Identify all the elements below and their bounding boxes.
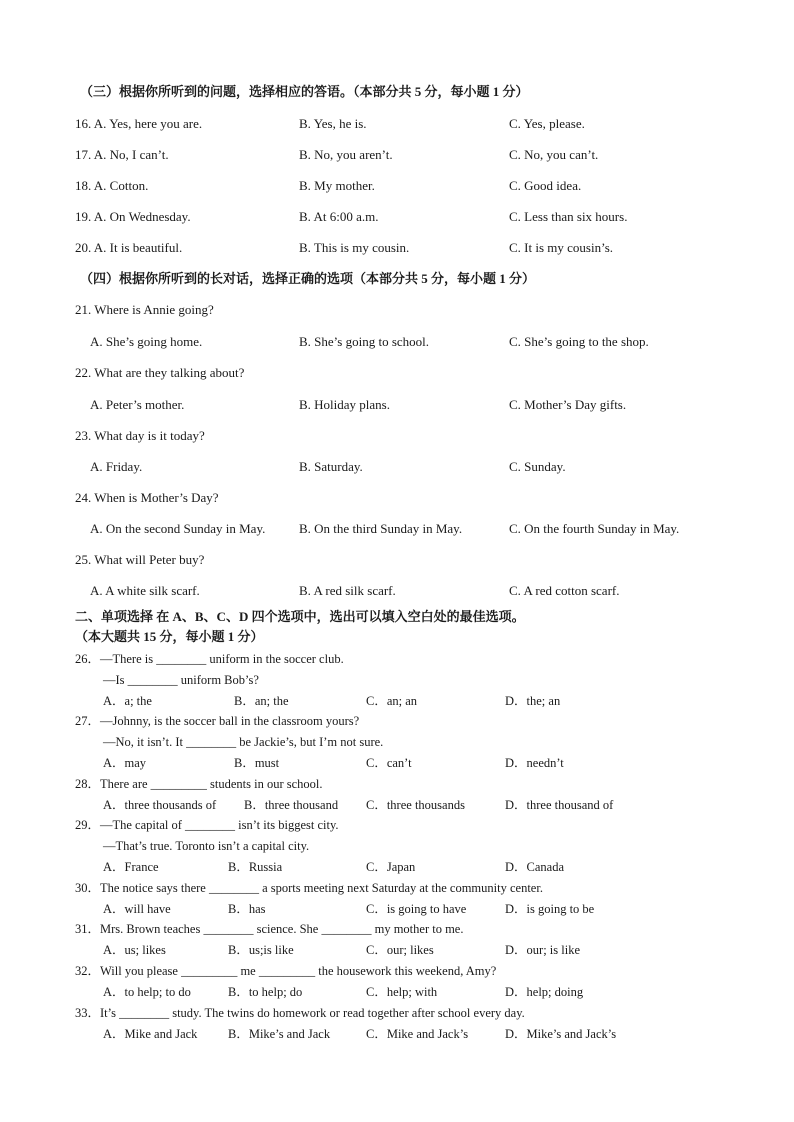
- section-4-heading: （四）根据你所听到的长对话，选择正确的选项（本部分共 5 分，每小题 1 分）: [80, 271, 536, 286]
- q20-option-b: B. This is my cousin.: [299, 240, 410, 255]
- q33-line-1: 33．It’s ________ study. The twins do homework or read together after school every day.: [75, 1006, 525, 1020]
- q18-option-c: C. Good idea.: [509, 178, 582, 193]
- q24-option-c: C. On the fourth Sunday in May.: [509, 521, 680, 536]
- q22-question: 22. What are they talking about?: [75, 365, 245, 380]
- q31-line-1: 31．Mrs. Brown teaches ________ science. She ________ my mother to me.: [75, 922, 464, 936]
- q26-option-c: C．an; an: [366, 694, 418, 708]
- q31-option-a: A．us; likes: [103, 943, 166, 957]
- q21-question: 21. Where is Annie going?: [75, 302, 214, 317]
- q25-option-a: A. A white silk scarf.: [90, 583, 200, 598]
- q16-option-c: C. Yes, please.: [509, 116, 585, 131]
- q19-option-b: B. At 6:00 a.m.: [299, 209, 379, 224]
- q18-option-b: B. My mother.: [299, 178, 375, 193]
- q25-option-c: C. A red cotton scarf.: [509, 583, 620, 598]
- q31-option-b: B．us;is like: [228, 943, 294, 957]
- q32-option-b: B．to help; do: [228, 985, 303, 999]
- q26-line-1: 26．—There is ________ uniform in the soccer club.: [75, 652, 344, 666]
- q19-option-a: 19. A. On Wednesday.: [75, 209, 191, 224]
- q30-option-c: C．is going to have: [366, 902, 467, 916]
- q31-option-c: C．our; likes: [366, 943, 434, 957]
- q29-line-1: 29．—The capital of ________ isn’t its biggest city.: [75, 818, 339, 832]
- q26-option-a: A．a; the: [103, 694, 152, 708]
- q23-option-a: A. Friday.: [90, 459, 143, 474]
- q23-option-b: B. Saturday.: [299, 459, 363, 474]
- q17-option-a: 17. A. No, I can’t.: [75, 147, 169, 162]
- q25-question: 25. What will Peter buy?: [75, 552, 205, 567]
- q29-option-b: B．Russia: [228, 860, 283, 874]
- q18-option-a: 18. A. Cotton.: [75, 178, 149, 193]
- q22-option-c: C. Mother’s Day gifts.: [509, 397, 627, 412]
- q27-line-2: —No, it isn’t. It ________ be Jackie’s, but I’m not sure.: [103, 735, 384, 749]
- q19-option-c: C. Less than six hours.: [509, 209, 628, 224]
- q16-option-b: B. Yes, he is.: [299, 116, 367, 131]
- part-2-subheading: （本大题共 15 分，每小题 1 分）: [75, 629, 264, 644]
- q24-option-b: B. On the third Sunday in May.: [299, 521, 463, 536]
- q25-option-b: B. A red silk scarf.: [299, 583, 396, 598]
- q24-question: 24. When is Mother’s Day?: [75, 490, 219, 505]
- q33-option-d: D．Mike’s and Jack’s: [505, 1027, 617, 1041]
- q29-line-2: —That’s true. Toronto isn’t a capital city.: [103, 839, 310, 853]
- q33-option-b: B．Mike’s and Jack: [228, 1027, 331, 1041]
- q29-option-a: A．France: [103, 860, 159, 874]
- q24-option-a: A. On the second Sunday in May.: [90, 521, 266, 536]
- q21-option-c: C. She’s going to the shop.: [509, 334, 649, 349]
- q29-option-c: C．Japan: [366, 860, 416, 874]
- q33-option-c: C．Mike and Jack’s: [366, 1027, 469, 1041]
- q22-option-b: B. Holiday plans.: [299, 397, 390, 412]
- q27-option-b: B．must: [234, 756, 280, 770]
- q31-option-d: D．our; is like: [505, 943, 580, 957]
- q32-option-d: D．help; doing: [505, 985, 584, 999]
- q16-option-a: 16. A. Yes, here you are.: [75, 116, 203, 131]
- q26-option-d: D．the; an: [505, 694, 561, 708]
- section-3-heading: （三）根据你所听到的问题，选择相应的答语。（本部分共 5 分，每小题 1 分）: [80, 84, 529, 99]
- q28-option-c: C．three thousands: [366, 798, 465, 812]
- q30-line-1: 30．The notice says there ________ a sports meeting next Saturday at the community center.: [75, 881, 543, 895]
- q20-option-c: C. It is my cousin’s.: [509, 240, 614, 255]
- q29-option-d: D．Canada: [505, 860, 565, 874]
- q32-option-c: C．help; with: [366, 985, 438, 999]
- q22-option-a: A. Peter’s mother.: [90, 397, 185, 412]
- q28-option-a: A．three thousands of: [103, 798, 217, 812]
- q21-option-b: B. She’s going to school.: [299, 334, 430, 349]
- q28-option-d: D．three thousand of: [505, 798, 614, 812]
- q32-line-1: 32．Will you please _________ me _________ the housework this weekend, Amy?: [75, 964, 497, 978]
- q17-option-c: C. No, you can’t.: [509, 147, 599, 162]
- q30-option-d: D．is going to be: [505, 902, 595, 916]
- q32-option-a: A．to help; to do: [103, 985, 191, 999]
- part-2-heading: 二、单项选择 在 A、B、C、D 四个选项中，选出可以填入空白处的最佳选项。: [75, 609, 525, 624]
- q26-line-2: —Is ________ uniform Bob’s?: [103, 673, 259, 687]
- q28-line-1: 28．There are _________ students in our school.: [75, 777, 323, 791]
- q30-option-b: B．has: [228, 902, 266, 916]
- q23-option-c: C. Sunday.: [509, 459, 566, 474]
- q23-question: 23. What day is it today?: [75, 428, 205, 443]
- q20-option-a: 20. A. It is beautiful.: [75, 240, 183, 255]
- q33-option-a: A．Mike and Jack: [103, 1027, 198, 1041]
- q27-option-a: A．may: [103, 756, 147, 770]
- q30-option-a: A．will have: [103, 902, 171, 916]
- q28-option-b: B．three thousand: [244, 798, 339, 812]
- q27-option-c: C．can’t: [366, 756, 412, 770]
- q21-option-a: A. She’s going home.: [90, 334, 203, 349]
- q17-option-b: B. No, you aren’t.: [299, 147, 393, 162]
- q27-line-1: 27．—Johnny, is the soccer ball in the classroom yours?: [75, 714, 360, 728]
- q27-option-d: D．needn’t: [505, 756, 564, 770]
- q26-option-b: B．an; the: [234, 694, 289, 708]
